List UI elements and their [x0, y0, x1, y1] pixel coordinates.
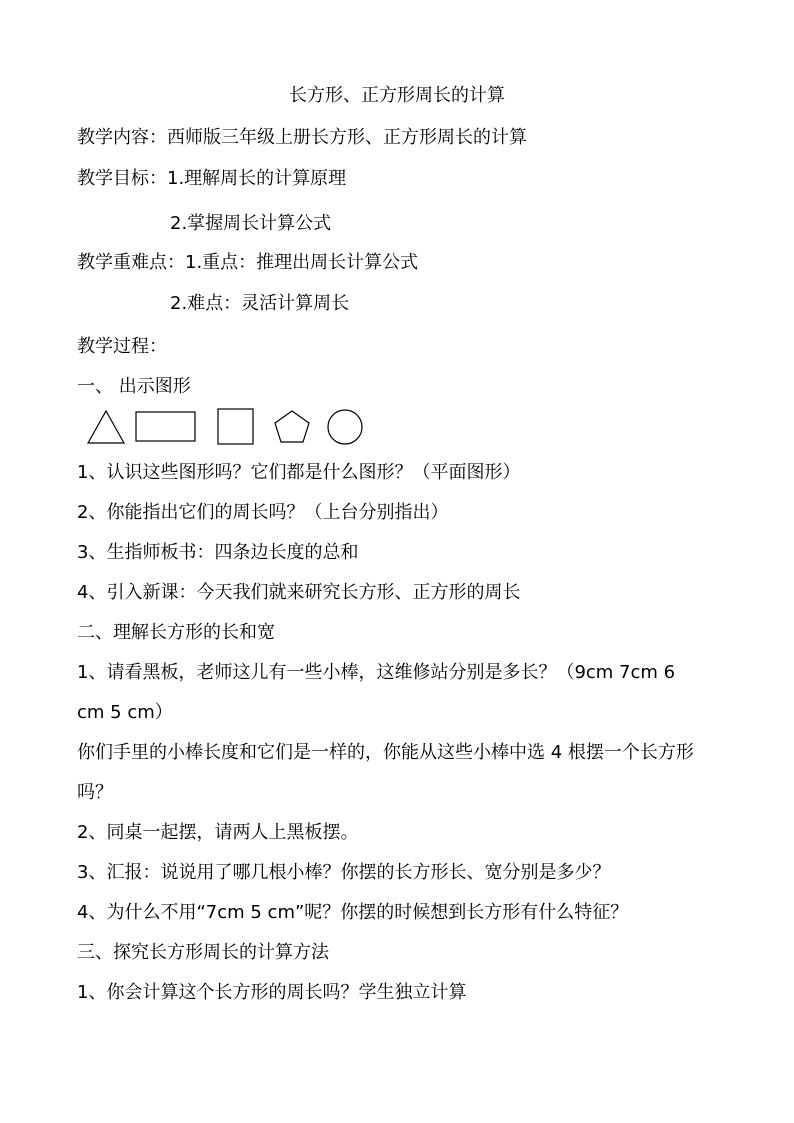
section-2-item-3: 3、汇报：说说用了哪几根小棒？你摆的长方形长、宽分别是多少？ — [77, 862, 611, 883]
shapes-row — [84, 406, 374, 448]
pentagon-icon — [275, 411, 309, 442]
section-2-paragraph: 你们手里的小棒长度和它们是一样的，你能从这些小棒中选 4 根摆一个长方形 — [77, 742, 694, 763]
section-3-item-1: 1、你会计算这个长方形的周长吗？学生独立计算 — [77, 982, 467, 1003]
section-1-item-1: 1、认识这些图形吗？它们都是什么图形？（平面图形） — [77, 462, 521, 483]
square-icon — [218, 409, 253, 444]
section-2-heading: 二、理解长方形的长和宽 — [77, 622, 275, 643]
section-1-item-4: 4、引入新课：今天我们就来研究长方形、正方形的周长 — [77, 582, 521, 603]
teaching-goal-line: 教学目标：1.理解周长的计算原理 — [77, 168, 347, 189]
key-points-line: 教学重难点：1.重点：推理出周长计算公式 — [77, 252, 419, 273]
teaching-goal-line-2: 2.掌握周长计算公式 — [170, 213, 332, 234]
section-1-item-3: 3、生指师板书：四条边长度的总和 — [77, 542, 359, 563]
section-2-paragraph-continued: 吗？ — [77, 782, 113, 803]
difficult-points-line: 2.难点：灵活计算周长 — [170, 293, 350, 314]
circle-icon — [328, 410, 362, 444]
section-1-item-2: 2、你能指出它们的周长吗？（上台分别指出） — [77, 502, 449, 523]
document-title: 长方形、正方形周长的计算 — [289, 85, 505, 106]
section-2-item-1-continued: cm 5 cm） — [77, 702, 173, 723]
section-2-item-4: 4、为什么不用“7cm 5 cm”呢？你摆的时候想到长方形有什么特征？ — [77, 902, 629, 923]
section-2-item-2: 2、同桌一起摆，请两人上黑板摆。 — [77, 822, 359, 843]
teaching-process-label: 教学过程： — [77, 336, 167, 357]
section-3-heading: 三、探究长方形周长的计算方法 — [77, 942, 329, 963]
section-1-heading: 一、 出示图形 — [77, 376, 191, 397]
section-2-item-1: 1、请看黑板，老师这儿有一些小棒，这维修站分别是多长？（9cm 7cm 6 — [77, 662, 676, 683]
teaching-content-line: 教学内容：西师版三年级上册长方形、正方形周长的计算 — [77, 127, 527, 148]
rectangle-icon — [136, 412, 195, 441]
triangle-icon — [88, 411, 124, 443]
